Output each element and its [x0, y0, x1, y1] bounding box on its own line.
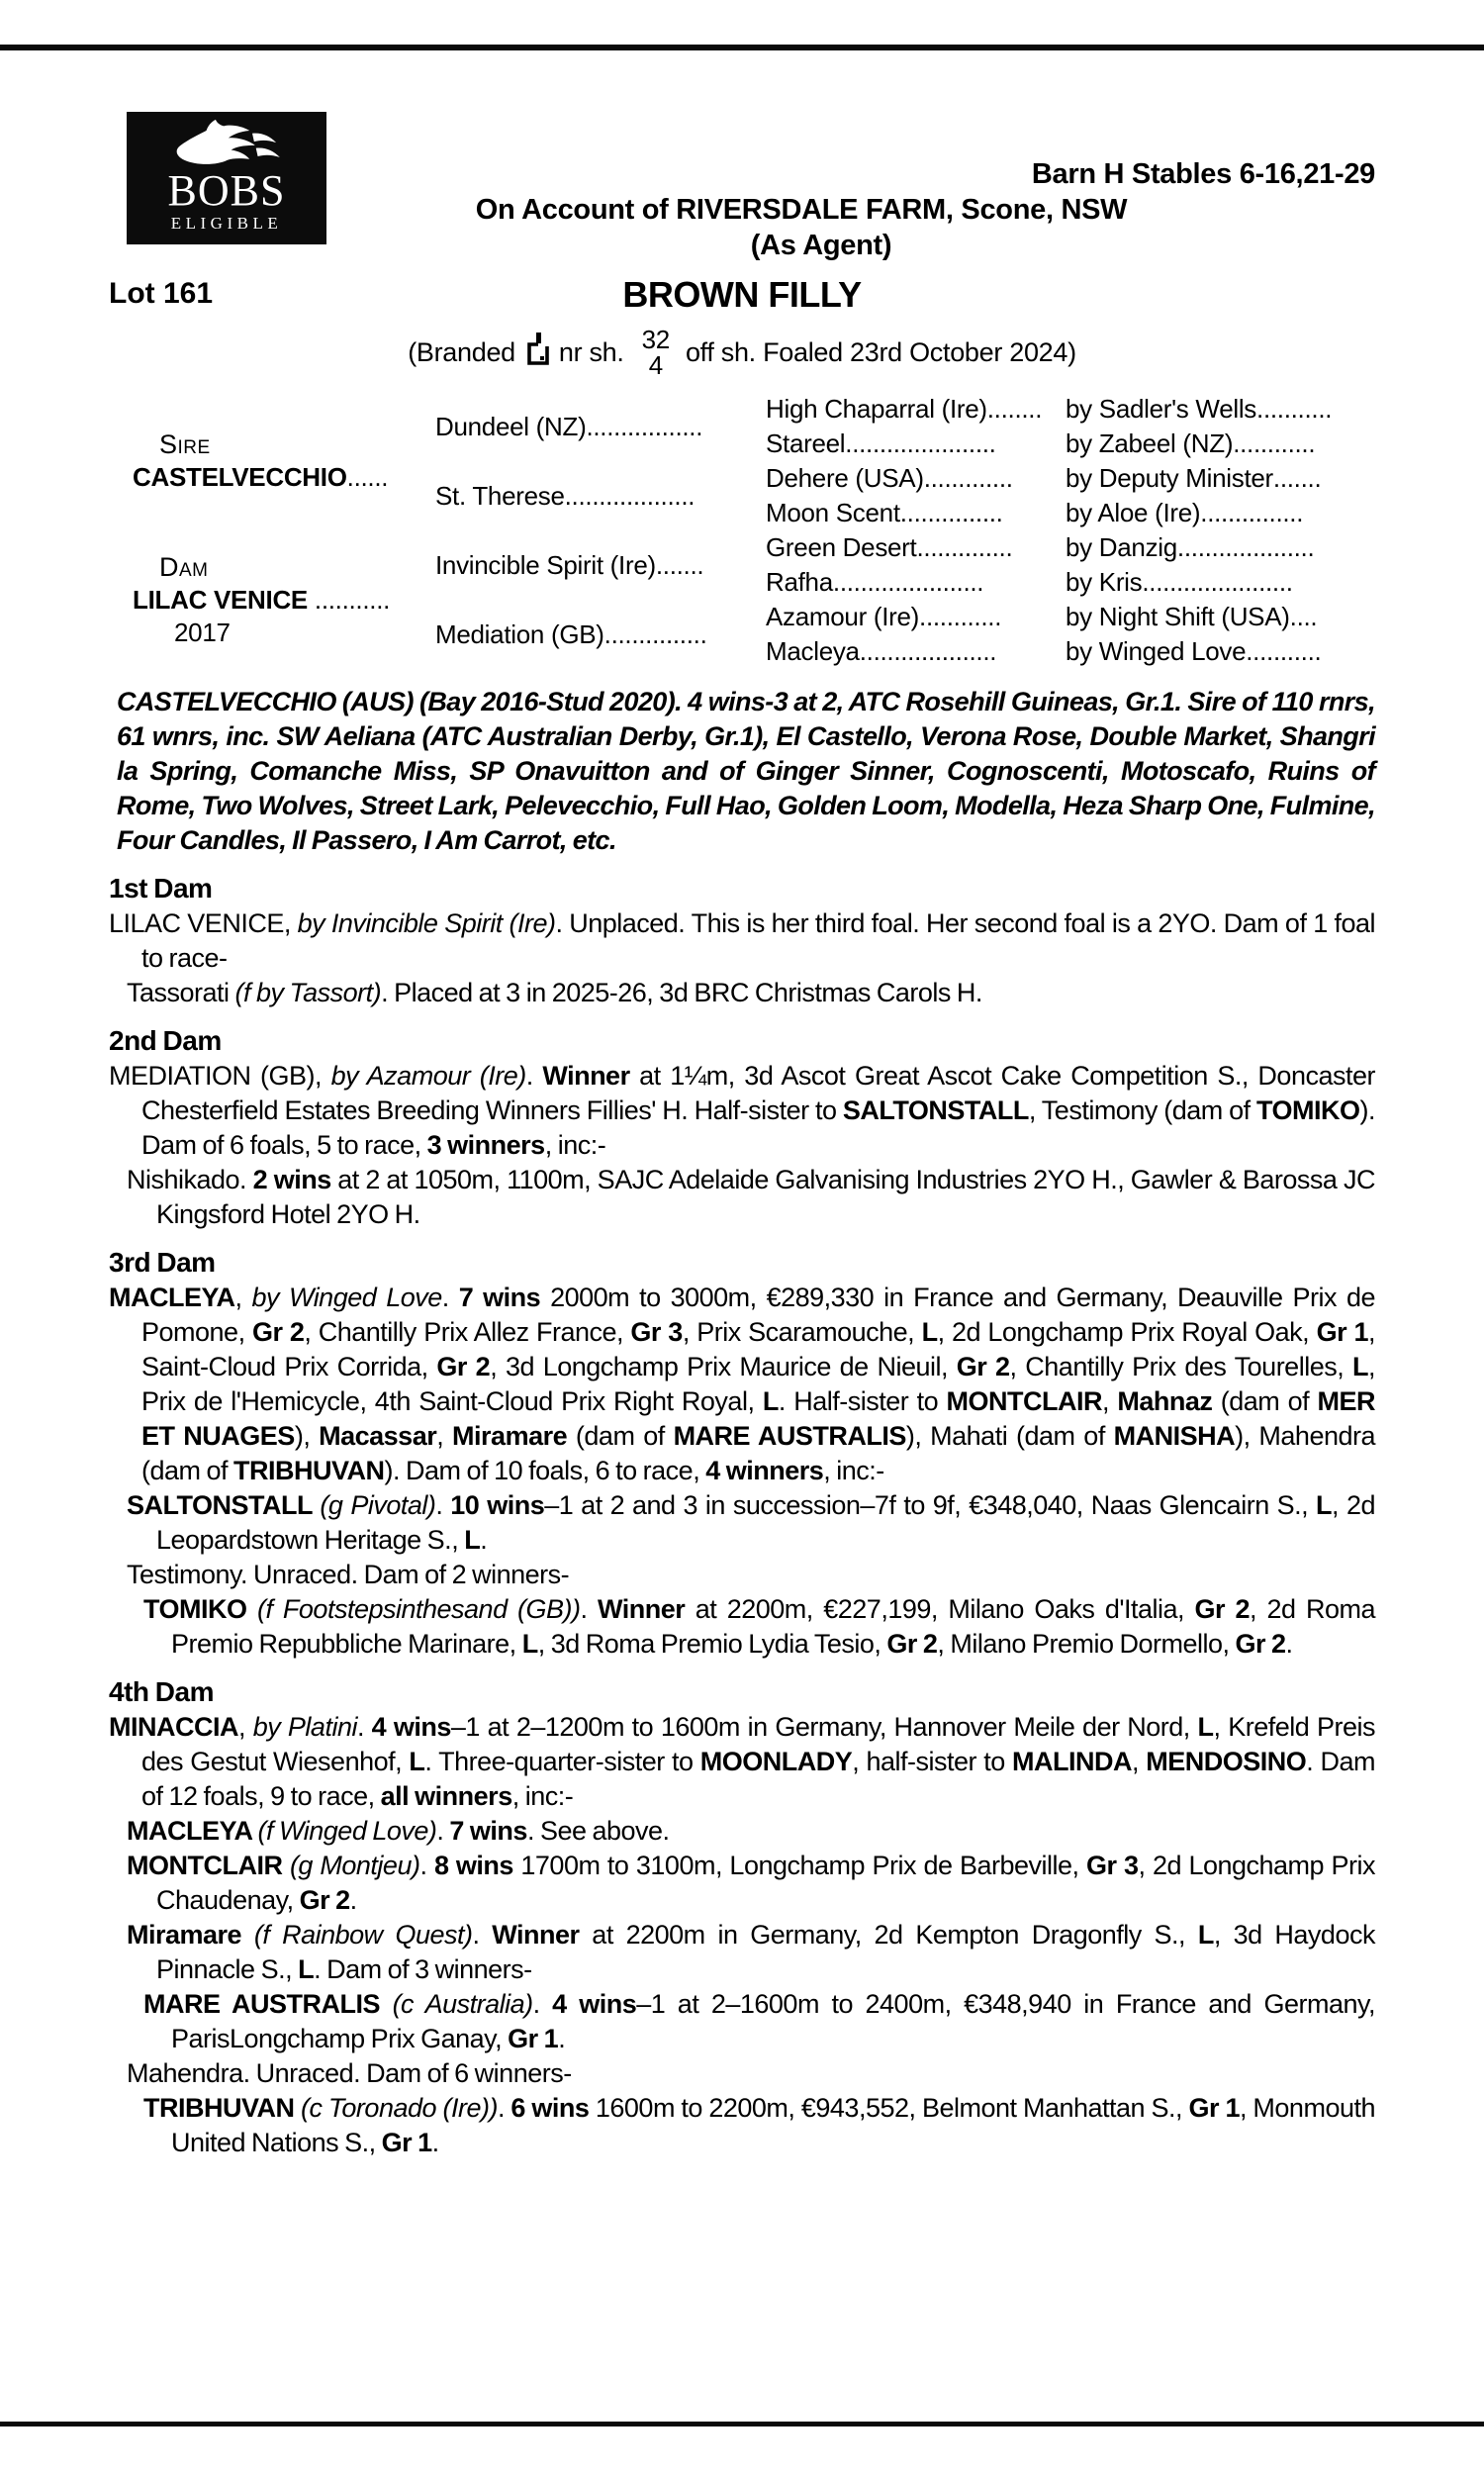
ancestor-by: by Kris [1066, 567, 1143, 597]
leader-dots: .... [1289, 602, 1318, 631]
section-heading-3rd-dam: 3rd Dam [109, 1247, 216, 1278]
pedigree-table [109, 392, 1375, 669]
leader-dots: ................... [564, 480, 696, 511]
leader-dots: ........... [1246, 636, 1322, 666]
section-heading-2nd-dam: 2nd Dam [109, 1025, 222, 1056]
dam4-para-mare-australis: MARE AUSTRALIS (c Australia). 4 wins–1 at 2–1600m to 2400m, €348,940 in France and Germany, ParisLongchamp Prix Ganay, Gr 1. [143, 1989, 1375, 2053]
sire-name [133, 460, 435, 494]
brand-suffix: off sh. Foaled 23rd October 2024) [685, 336, 1076, 367]
ancestor-cell [766, 496, 1066, 530]
bottom-rule [0, 2422, 1484, 2426]
leader-dots: ............... [899, 498, 1003, 527]
dam-parent-1 [435, 600, 766, 669]
ancestor-name: St. Therese [435, 480, 565, 511]
section-heading-4th-dam: 4th Dam [109, 1676, 214, 1707]
dam-name-text: LILAC VENICE [133, 585, 308, 615]
brand-number-bottom: 4 [648, 350, 663, 380]
ancestor-by-cell [1066, 530, 1375, 565]
page-content [109, 156, 1375, 2160]
dam4-para-macleya: MACLEYA (f Winged Love). 7 wins. See above. [127, 1816, 670, 1846]
sire-summary-para: CASTELVECCHIO (AUS) (Bay 2016-Stud 2020). 4 wins-3 at 2, ATC Rosehill Guineas, Gr.1. Sire of 110 rnrs, 61 wnrs, inc. SW Aeliana (ATC Australian Derby, Gr.1), El Castello, Verona Rose, Double Market, Shangri la Spring, Comanche Miss, SP Onavuitton and of Ginger Sinner, Cognoscenti, Motoscafo, Ruins of Rome, Two Wolves, Street Lark, Pelevecchio, Full Hao, Golden Loom, Modella, Heza Sharp One, Fulmine, Four Candles, Il Passero, I Am Carrot, etc. [117, 687, 1375, 855]
leader-dots: ............ [1233, 428, 1316, 458]
agent-line: (As Agent) [750, 230, 892, 261]
leader-dots: ........... [1256, 394, 1333, 424]
brand-number-top: 32 [641, 325, 670, 354]
brand-near-shoulder: nr sh. [558, 336, 624, 367]
ancestor-cell [766, 530, 1066, 565]
dam2-para-mediation: MEDIATION (GB), by Azamour (Ire). Winner at 1¼m, 3d Ascot Great Ascot Cake Competition S., Doncaster Chesterfield Estates Breeding Winners Fillies' H. Half-sister to SALTONSTALL, Testimony (dam of TOMIKO). Dam of 6 foals, 5 to race, 3 winners, inc:- [109, 1061, 1375, 1160]
sire-name-dots: ...... [346, 462, 389, 492]
ancestor-by: by Zabeel (NZ) [1066, 428, 1234, 458]
sire-name-text: CASTELVECCHIO [133, 462, 347, 492]
top-rule [0, 45, 1484, 50]
ancestor-by-cell [1066, 634, 1375, 669]
ancestor-by: by Night Shift (USA) [1066, 602, 1290, 631]
dam1-para-lilac-venice: LILAC VENICE, by Invincible Spirit (Ire). Unplaced. This is her third foal. Her second foal is a 2YO. Dam of 1 foal to race- [109, 908, 1376, 973]
dam2-para-nishikado: Nishikado. 2 wins at 2 at 1050m, 1100m, SAJC Adelaide Galvanising Industries 2YO H., Gawler & Barossa JC Kingsford Hotel 2YO H. [127, 1165, 1375, 1229]
ancestor-by-cell [1066, 392, 1375, 427]
ancestor-cell [766, 461, 1066, 496]
ancestor-by-cell [1066, 427, 1375, 461]
ancestor-cell [766, 565, 1066, 600]
leader-dots: ...................... [845, 428, 996, 458]
vendor-line: On Account of RIVERSDALE FARM, Scone, NSW [475, 194, 1128, 226]
logo-subword: ELIGIBLE [170, 214, 283, 233]
brand-prefix: (Branded [408, 336, 515, 367]
brand-foaling-line [109, 321, 1375, 384]
leader-dots: ................. [586, 411, 703, 441]
lot-title-row [109, 271, 1375, 319]
lot-number: Lot 161 [109, 277, 214, 310]
leader-dots: ...................... [1142, 567, 1293, 597]
dam4-para-montclair: MONTCLAIR (g Montjeu). 8 wins 1700m to 3100m, Longchamp Prix de Barbeville, Gr 3, 2d Longchamp Prix Chaudenay, Gr 2. [127, 1851, 1376, 1915]
pedigree-text [109, 685, 1375, 2160]
ancestor-by: by Deputy Minister [1066, 463, 1273, 493]
page-title: BROWN FILLY [622, 274, 862, 315]
ancestor-name: Mediation (GB) [435, 618, 604, 649]
dam-name-dots: ........... [307, 585, 391, 615]
leader-dots: ............. [923, 463, 1013, 493]
dam-year: 2017 [174, 618, 231, 647]
leader-dots: ....... [655, 549, 704, 580]
ancestor-name: Azamour (Ire) [766, 602, 920, 631]
dam4-para-mahendra: Mahendra. Unraced. Dam of 6 winners- [127, 2058, 572, 2088]
sire-parent-1 [435, 461, 766, 530]
ancestor-by-cell [1066, 461, 1375, 496]
sire-role-label: Sire [159, 429, 211, 459]
ancestor-name: Stareel [766, 428, 846, 458]
ancestor-by: by Aloe (Ire) [1066, 498, 1201, 527]
ancestor-name: Dehere (USA) [766, 463, 924, 493]
ancestor-by: by Danzig [1066, 532, 1177, 562]
dam3-para-saltonstall: SALTONSTALL (g Pivotal). 10 wins–1 at 2 and 3 in succession–7f to 9f, €348,040, Naas Glencairn S., L, 2d Leopardstown Heritage S., L. [127, 1490, 1375, 1555]
dam-name [133, 583, 435, 617]
dam4-para-miramare: Miramare (f Rainbow Quest). Winner at 2200m in Germany, 2d Kempton Dragonfly S., L, 3d Haydock Pinnacle S., L. Dam of 3 winners- [127, 1920, 1375, 1984]
leader-dots: ...................... [832, 567, 984, 597]
ancestor-cell [766, 634, 1066, 669]
ancestor-name: Moon Scent [766, 498, 900, 527]
sire-parent-0 [435, 392, 766, 461]
ancestor-name: Dundeel (NZ) [435, 411, 587, 441]
leader-dots: .................... [1176, 532, 1315, 562]
ancestor-by-cell [1066, 565, 1375, 600]
dam3-para-macleya: MACLEYA, by Winged Love. 7 wins 2000m to 3000m, €289,330 in France and Germany, Deauville Prix de Pomone, Gr 2, Chantilly Prix Allez France, Gr 3, Prix Scaramouche, L, 2d Longchamp Prix Royal Oak, Gr 1, Saint-Cloud Prix Corrida, Gr 2, 3d Longchamp Prix Maurice de Nieuil, Gr 2, Chantilly Prix des Tourelles, L, Prix de l'Hemicycle, 4th Saint-Cloud Prix Right Royal, L. Half-sister to MONTCLAIR, Mahnaz (dam of MER ET NUAGES), Macassar, Miramare (dam of MARE AUSTRALIS), Mahati (dam of MANISHA), Mahendra (dam of TRIBHUVAN). Dam of 10 foals, 6 to race, 4 winners, inc:- [109, 1283, 1376, 1485]
section-heading-1st-dam: 1st Dam [109, 873, 213, 904]
ancestor-by-cell [1066, 600, 1375, 634]
dam1-para-tassorati: Tassorati (f by Tassort). Placed at 3 in 2025-26, 3d BRC Christmas Carols H. [127, 978, 982, 1007]
dam4-para-tribhuvan: TRIBHUVAN (c Toronado (Ire)). 6 wins 1600m to 2200m, €943,552, Belmont Manhattan S., Gr 1, Monmouth United Nations S., Gr 1. [143, 2093, 1375, 2157]
dam-role-label: Dam [159, 552, 209, 582]
leader-dots: ............... [603, 618, 707, 649]
sire-block [109, 392, 435, 530]
ancestor-cell [766, 427, 1066, 461]
ancestor-name: High Chaparral (Ire) [766, 394, 987, 424]
barn-line: Barn H Stables 6-16,21-29 [1031, 158, 1375, 190]
dam-block [109, 530, 435, 669]
leader-dots: .............. [916, 532, 1013, 562]
logo-word: BOBS [167, 166, 286, 215]
leader-dots: ............ [919, 602, 1002, 631]
ancestor-by-cell [1066, 496, 1375, 530]
ancestor-name: Green Desert [766, 532, 917, 562]
ancestor-cell [766, 600, 1066, 634]
ancestor-by: by Winged Love [1066, 636, 1247, 666]
leader-dots: ....... [1272, 463, 1322, 493]
ancestor-cell [766, 392, 1066, 427]
ancestor-by: by Sadler's Wells [1066, 394, 1257, 424]
ancestor-name: Invincible Spirit (Ire) [435, 549, 656, 580]
dam-parent-0 [435, 530, 766, 600]
ancestor-name: Macleya [766, 636, 860, 666]
dam3-para-tomiko: TOMIKO (f Footstepsinthesand (GB)). Winner at 2200m, €227,199, Milano Oaks d'Italia, Gr 2, 2d Roma Premio Repubbliche Marinare, L, 3d Roma Premio Lydia Tesio, Gr 2, Milano Premio Dormello, Gr 2. [143, 1594, 1375, 1659]
brand-mark-icon [525, 332, 551, 367]
leader-dots: .................... [859, 636, 997, 666]
leader-dots: ............... [1200, 498, 1304, 527]
leader-dots: ........ [986, 394, 1043, 424]
ancestor-name: Rafha [766, 567, 833, 597]
brand-number [642, 327, 670, 378]
dam4-para-minaccia: MINACCIA, by Platini. 4 wins–1 at 2–1200m to 1600m in Germany, Hannover Meile der Nord, L, Krefeld Preis des Gestut Wiesenhof, L. Three-quarter-sister to MOONLADY, half-sister to MALINDA, MENDOSINO. Dam of 12 foals, 9 to race, all winners, inc:- [109, 1712, 1376, 1811]
dam3-para-testimony: Testimony. Unraced. Dam of 2 winners- [127, 1560, 570, 1589]
